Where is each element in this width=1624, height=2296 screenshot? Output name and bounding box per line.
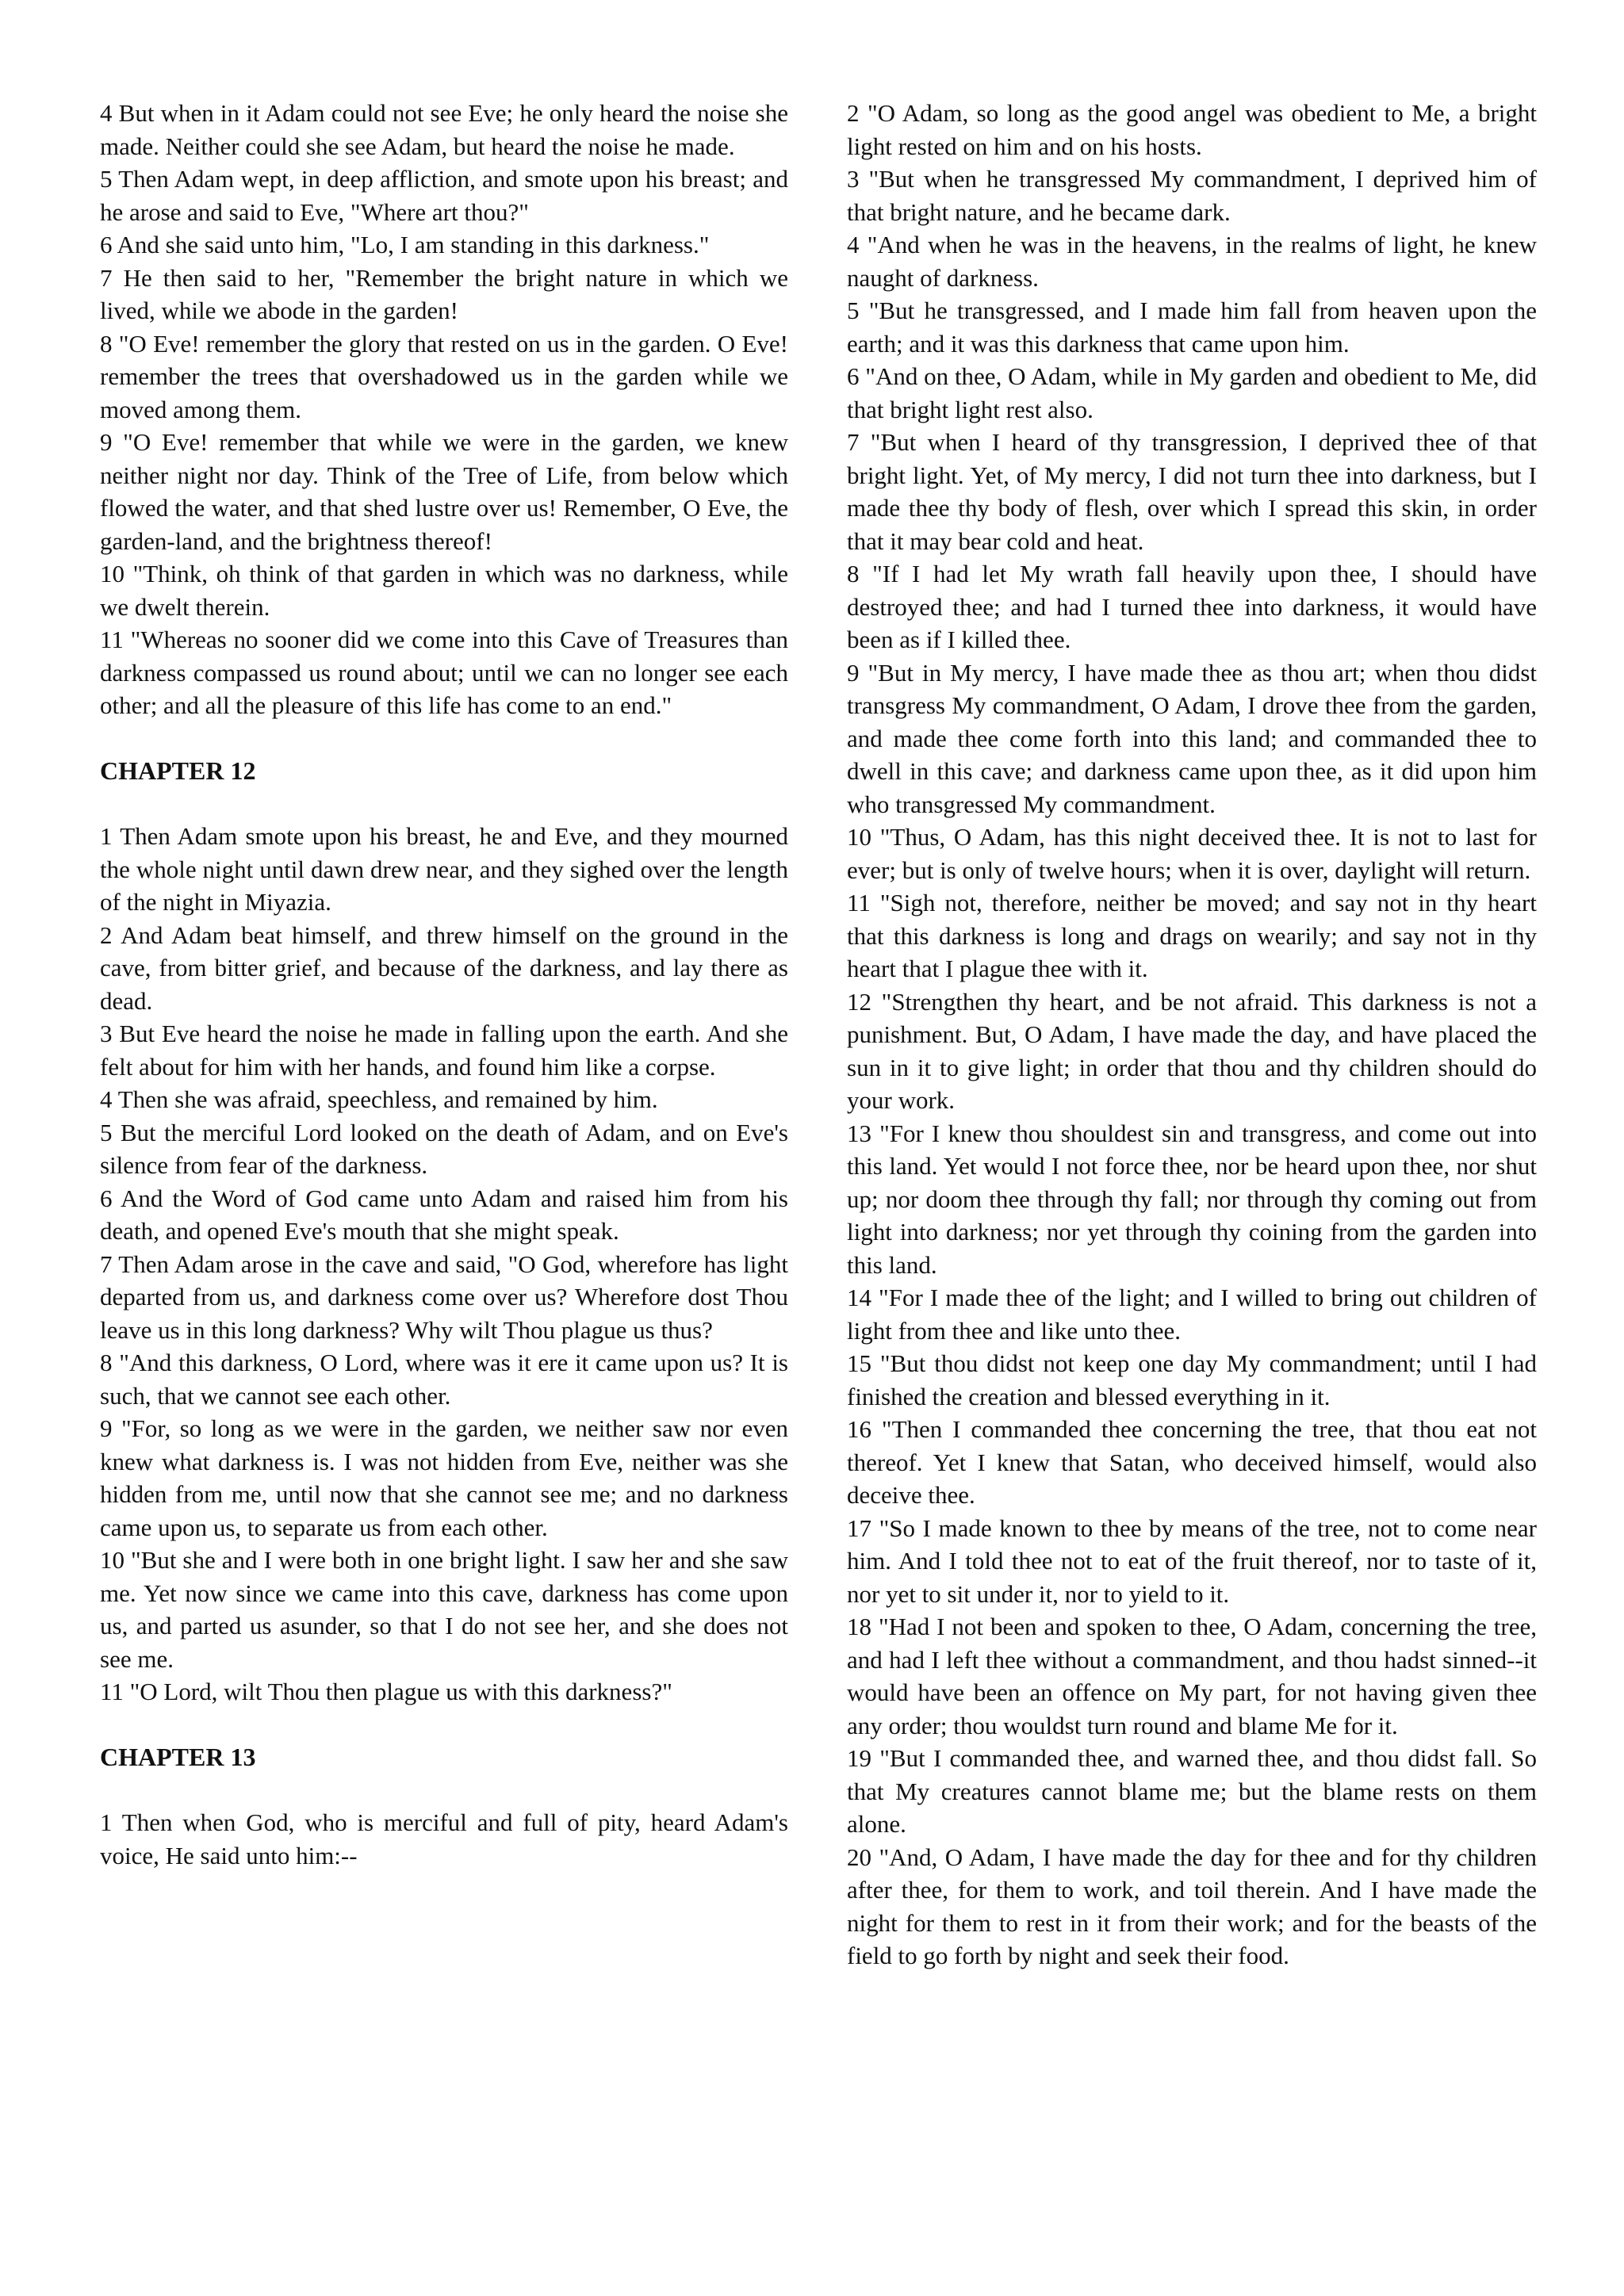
- chapter-13-body: [100, 1806, 788, 1872]
- verse: 7 Then Adam arose in the cave and said, "O God, wherefore has light departed from us, and darkness come over us? Wherefore dost Thou leave us in this long darkness? Why wilt Thou plague us thus?: [100, 1249, 788, 1344]
- verse: 9 "For, so long as we were in the garden, we neither saw nor even knew what darkness is. I was not hidden from Eve, neither was she hidden from me, until now that she cannot see me; and no darkness came upon us, to separate us from each other.: [100, 1414, 788, 1541]
- verse: 20 "And, O Adam, I have made the day for thee and for thy children after thee, for them to work, and toil therein. And I have made the night for them to rest in it from their work; and for the beasts of the field to go forth by night and seek their food.: [847, 1843, 1537, 1969]
- verse: 4 But when in it Adam could not see Eve; he only heard the noise she made. Neither could she see Adam, but heard the noise he made.: [100, 99, 788, 160]
- verse: 11 "Sigh not, therefore, neither be moved; and say not in thy heart that this darkness is long and drags on wearily; and say not in thy heart that I plague thee with it.: [847, 889, 1537, 982]
- verse: 7 "But when I heard of thy transgression, I deprived thee of that bright light. Yet, of My mercy, I did not turn thee into darkness, but I made thee thy body of flesh, over which I spread this skin, in order that it may bear cold and heat.: [847, 428, 1537, 555]
- verse: 5 But the merciful Lord looked on the death of Adam, and on Eve's silence from fear of the darkness.: [100, 1118, 788, 1179]
- verse: 12 "Strengthen thy heart, and be not afraid. This darkness is not a punishment. But, O Adam, I have made the day, and have placed the sun in it to give light; in order that thou and thy children should do your work.: [847, 987, 1537, 1114]
- verse: 10 "Think, oh think of that garden in which was no darkness, while we dwelt therein.: [100, 560, 788, 621]
- verse: 1 Then when God, who is merciful and full of pity, heard Adam's voice, He said unto him:--: [100, 1808, 788, 1869]
- verse: 2 "O Adam, so long as the good angel was obedient to Me, a bright light rested on him and on his hosts.: [847, 99, 1537, 160]
- verse: 8 "If I had let My wrath fall heavily upon thee, I should have destroyed thee; and had I turned thee into darkness, it would have been as if I killed thee.: [847, 560, 1537, 653]
- verse: 14 "For I made thee of the light; and I willed to bring out children of light from thee and like unto thee.: [847, 1284, 1537, 1345]
- verse: 4 "And when he was in the heavens, in the realms of light, he knew naught of darkness.: [847, 231, 1537, 292]
- verse: 3 "But when he transgressed My commandment, I deprived him of that bright nature, and he became dark.: [847, 165, 1537, 226]
- verse: 13 "For I knew thou shouldest sin and transgress, and come out into this land. Yet would I not force thee, nor be heard upon thee, nor shut up; nor doom thee through thy fall; nor through thy coming out from light into darkness; nor yet through thy coining from the garden into this land.: [847, 1119, 1537, 1279]
- right-column: [847, 97, 1537, 1973]
- verse: 10 "Thus, O Adam, has this night deceived thee. It is not to last for ever; but is only of twelve hours; when it is over, daylight will return.: [847, 823, 1537, 884]
- verse: 15 "But thou didst not keep one day My commandment; until I had finished the creation and blessed everything in it.: [847, 1349, 1537, 1410]
- verse: 2 And Adam beat himself, and threw himself on the ground in the cave, from bitter grief, and because of the darkness, and lay there as dead.: [100, 920, 788, 1015]
- verse: 5 Then Adam wept, in deep affliction, and smote upon his breast; and he arose and said to Eve, "Where art thou?": [100, 165, 788, 226]
- left-column: [100, 97, 788, 1872]
- verse: 11 "O Lord, wilt Thou then plague us with this darkness?": [100, 1678, 672, 1705]
- verse: 11 "Whereas no sooner did we come into this Cave of Treasures than darkness compassed us round about; until we can no longer see each other; and all the pleasure of this life has come to an end.": [100, 626, 788, 719]
- chapter-12-body: [100, 820, 788, 1709]
- chapter-12-heading: CHAPTER 12: [100, 756, 256, 785]
- verse: 6 And the Word of God came unto Adam and raised him from his death, and opened Eve's mouth that she might speak.: [100, 1184, 788, 1245]
- verse: 9 "But in My mercy, I have made thee as thou art; when thou didst transgress My commandment, O Adam, I drove thee from the garden, and made thee come forth into this land; and commanded thee to dwell in this cave; and darkness came upon thee, as it did upon him who transgressed My commandment.: [847, 658, 1537, 818]
- chapter-11-continuation: [100, 97, 788, 722]
- verse: 4 Then she was afraid, speechless, and remained by him.: [100, 1085, 658, 1113]
- verse: 7 He then said to her, "Remember the bright nature in which we lived, while we abode in the garden!: [100, 263, 788, 324]
- verse: 6 And she said unto him, "Lo, I am standing in this darkness.": [100, 231, 710, 258]
- verse: 6 "And on thee, O Adam, while in My garden and obedient to Me, did that bright light rest also.: [847, 362, 1537, 423]
- verse: 3 But Eve heard the noise he made in falling upon the earth. And she felt about for him with her hands, and found him like a corpse.: [100, 1020, 788, 1081]
- verse: 8 "And this darkness, O Lord, where was it ere it came upon us? It is such, that we cannot see each other.: [100, 1349, 788, 1410]
- verse: 5 "But he transgressed, and I made him fall from heaven upon the earth; and it was this darkness that came upon him.: [847, 297, 1537, 358]
- verse: 9 "O Eve! remember that while we were in the garden, we knew neither night nor day. Think of the Tree of Life, from below which flowed the water, and that shed lustre over us! Remember, O Eve, the garden-land, and the brightness thereof!: [100, 428, 788, 555]
- verse: 8 "O Eve! remember the glory that rested on us in the garden. O Eve! remember the trees that overshadowed us in the garden while we moved among them.: [100, 329, 788, 423]
- chapter-13-heading: CHAPTER 13: [100, 1742, 256, 1771]
- verse: 1 Then Adam smote upon his breast, he and Eve, and they mourned the whole night until dawn drew near, and they sighed over the length of the night in Miyazia.: [100, 822, 788, 916]
- verse: 16 "Then I commanded thee concerning the tree, that thou eat not thereof. Yet I knew that Satan, who deceived himself, would also deceive thee.: [847, 1415, 1537, 1509]
- verse: 17 "So I made known to thee by means of the tree, not to come near him. And I told thee not to eat of the fruit thereof, nor to taste of it, nor yet to sit under it, nor to yield to it.: [847, 1513, 1537, 1608]
- verse: 18 "Had I not been and spoken to thee, O Adam, concerning the tree, and had I left thee without a commandment, and thou hadst sinned--it would have been an offence on My part, for not having given thee any order; thou wouldst turn round and blame Me for it.: [847, 1613, 1537, 1739]
- verse: 10 "But she and I were both in one bright light. I saw her and she saw me. Yet now since we came into this cave, darkness has come upon us, and parted us asunder, so that I do not see her, and she does not see me.: [100, 1546, 788, 1673]
- verse: 19 "But I commanded thee, and warned thee, and thou didst fall. So that My creatures cannot blame me; but the blame rests on them alone.: [847, 1744, 1537, 1838]
